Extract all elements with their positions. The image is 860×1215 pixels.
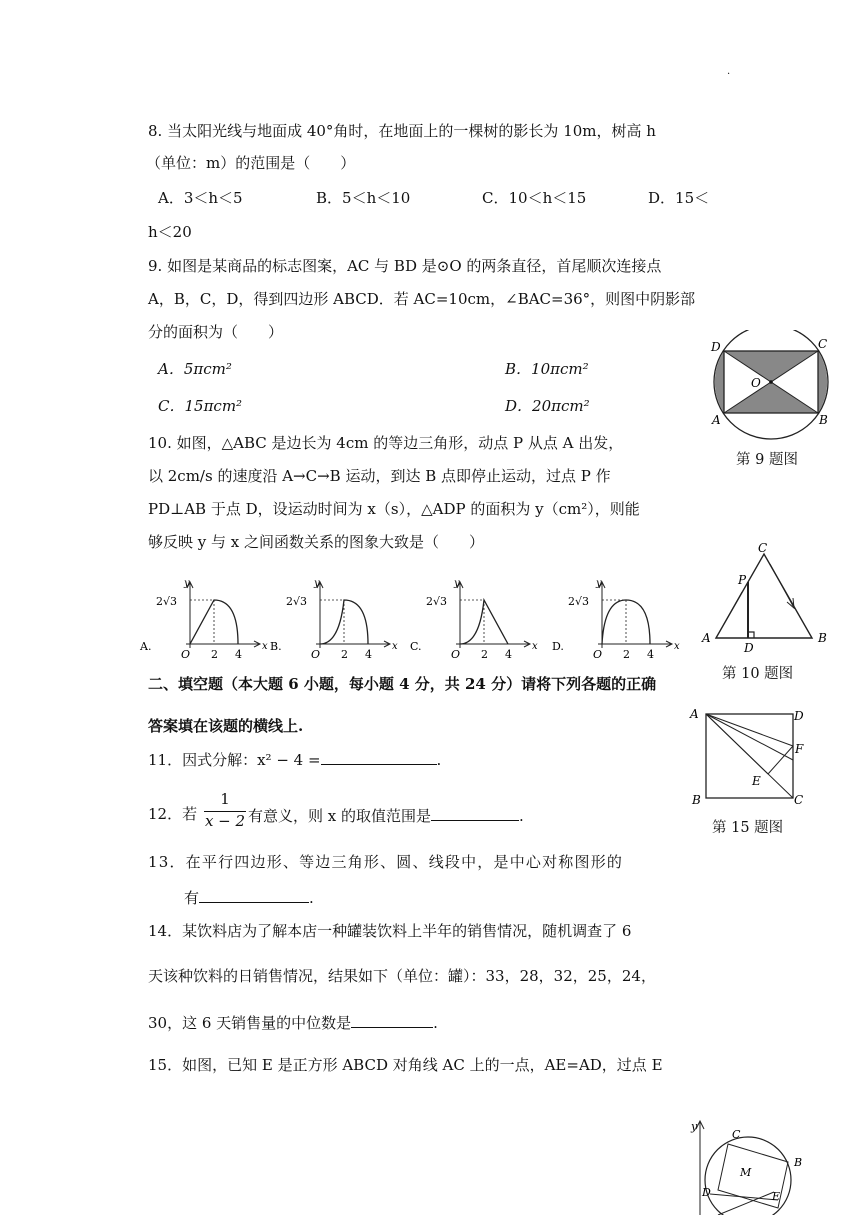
q9-option-c: C．15πcm² [158,397,243,415]
fig15-label-b: B [692,793,701,807]
graph-d-y-tick-label: 2√3 [568,595,590,608]
fig16-label-m: M [740,1166,752,1179]
graph-d-origin-label: O [593,648,603,661]
graph-d-x-tick-2: 2 [623,648,630,661]
q12-fraction [202,790,248,830]
q11-text: 11．因式分解：x² − 4 = [148,751,321,769]
graph-d-x-tick-4: 4 [647,648,654,661]
graph-b-option-label: B. [270,640,282,653]
graph-c-y-label: y [454,578,460,589]
q12-post [248,804,524,826]
q9-option-d: D．20πcm² [505,397,590,415]
fig10-label-b: B [818,631,827,645]
graph-b-x-label: x [392,641,398,652]
figure-9-circle-diagram [700,330,840,440]
q14-line3 [148,1011,438,1033]
graph-b-origin-label: O [311,648,321,661]
q11-end: . [436,751,442,769]
graph-b-y-tick-label: 2√3 [286,595,308,608]
q14-line1: 14．某饮料店为了解本店一种罐装饮料上半年的销售情况，随机调查了 6 [148,922,632,940]
q8-line1: 8. 当太阳光线与地面成 40°角时，在地面上的一棵树的影长为 10m，树高 h [148,122,656,140]
q15-line1: 15．如图，已知 E 是正方形 ABCD 对角线 AC 上的一点，AE=AD，过点 E [148,1056,663,1074]
q10-graph-options [136,576,696,668]
graph-a-origin-label: O [181,648,191,661]
graph-a-y-tick-label: 2√3 [156,595,178,608]
fig10-label-c: C [758,541,768,555]
graph-b-y-label: y [314,578,320,589]
fig16-label-d: D [702,1186,711,1199]
q8-option-d-cont: h＜20 [148,223,192,241]
graph-c-y-tick-label: 2√3 [426,595,448,608]
section-2-heading: 二、填空题（本大题 6 小题，每小题 4 分，共 24 分）请将下列各题的正确 [148,675,657,693]
figure-10-caption: 第 10 题图 [722,666,794,682]
q10-line1: 10. 如图，△ABC 是边长为 4cm 的等边三角形，动点 P 从点 A 出发， [148,434,624,452]
q9-line1: 9. 如图是某商品的标志图案，AC 与 BD 是⊙O 的两条直径，首尾顺次连接点 [148,257,662,275]
fig9-label-b: B [819,413,828,427]
fig9-label-d: D [711,340,721,354]
graph-a-x-tick-2: 2 [211,648,218,661]
q8-line2: （单位：m）的范围是（ ） [146,154,356,172]
q10-line2: 以 2cm/s 的速度沿 A→C→B 运动，到达 B 点即停止运动，过点 P 作 [148,467,611,485]
q12-post-text: 有意义，则 x 的取值范围是 [248,807,431,825]
fig15-label-c: C [794,793,804,807]
graph-a-x-label: x [262,641,268,652]
fig16-label-y: y [691,1120,698,1133]
graph-c-option-label: C. [410,640,422,653]
q13-line1: 13．在平行四边形、等边三角形、圆、线段中，是中心对称图形的 [148,853,624,871]
graph-d-x-label: x [674,641,680,652]
q8-option-c: C．10＜h＜15 [482,189,587,207]
q13-line2 [184,886,314,908]
q8-option-d: D．15＜ [648,189,710,207]
graph-a-x-tick-4: 4 [235,648,242,661]
q12-denominator: x − 2 [204,812,246,830]
q12-answer-blank[interactable] [431,804,519,821]
q8-option-a: A．3＜h＜5 [158,189,243,207]
fig10-label-d: D [744,641,754,655]
q9-option-b: B．10πcm² [505,360,589,378]
figure-9-caption: 第 9 题图 [736,452,798,468]
fig15-label-a: A [690,707,699,721]
fig15-label-d: D [794,709,804,723]
q12-pre: 12．若 [148,805,198,823]
q14-pre: 30，这 6 天销售量的中位数是 [148,1014,352,1032]
graph-b-x-tick-2: 2 [341,648,348,661]
graph-d-y-label: y [596,578,602,589]
figure-10-triangle-diagram [698,536,838,656]
page-dot: . [727,66,731,77]
fig16-label-e: E [772,1190,781,1203]
q12-end: . [519,807,524,825]
question-11 [148,748,441,770]
q14-answer-blank[interactable] [351,1011,433,1028]
q10-graphs [136,576,696,668]
section-2-heading-cont: 答案填在该题的横线上. [148,717,304,735]
graph-a-y-label: y [184,578,190,589]
q9-option-a: A．5πcm² [158,360,232,378]
q13-end: . [309,889,314,907]
q10-line4: 够反映 y 与 x 之间函数关系的图象大致是（ ） [148,533,485,551]
fig15-label-f: F [795,742,804,756]
graph-d-option-label: D. [552,640,564,653]
figure-15-square-diagram [680,700,815,810]
fig9-label-o: O [751,376,761,390]
q14-end: . [433,1014,438,1032]
q13-pre: 有 [184,889,200,907]
q12-numerator: 1 [220,790,230,808]
figure-15-caption: 第 15 题图 [712,820,784,836]
fig15-label-e: E [752,774,761,788]
graph-a-option-label: A. [140,640,152,653]
q14-line2: 天该种饮料的日销售情况，结果如下（单位：罐）：33，28，32，25，24， [148,967,656,985]
graph-b-x-tick-4: 4 [365,648,372,661]
q9-line3: 分的面积为（ ） [148,323,284,341]
fig9-label-a: A [712,413,721,427]
fig16-label-c: C [732,1128,741,1141]
fig10-label-a: A [702,631,711,645]
graph-c-x-label: x [532,641,538,652]
fig10-label-p: P [738,573,747,587]
q8-option-b: B．5＜h＜10 [316,189,411,207]
graph-c-origin-label: O [451,648,461,661]
q9-line2: A，B，C，D，得到四边形 ABCD．若 AC=10cm，∠BAC=36°，则图中阴影部 [148,290,696,308]
graph-c-x-tick-2: 2 [481,648,488,661]
q11-answer-blank[interactable] [321,748,437,765]
q13-answer-blank[interactable] [199,886,309,903]
graph-c-x-tick-4: 4 [505,648,512,661]
fig9-label-c: C [818,337,828,351]
q10-line3: PD⊥AB 于点 D，设运动时间为 x（s），△ADP 的面积为 y（cm²），则能 [148,500,640,518]
figure-16-partial-diagram [684,1116,824,1215]
fig16-label-b: B [794,1156,803,1169]
